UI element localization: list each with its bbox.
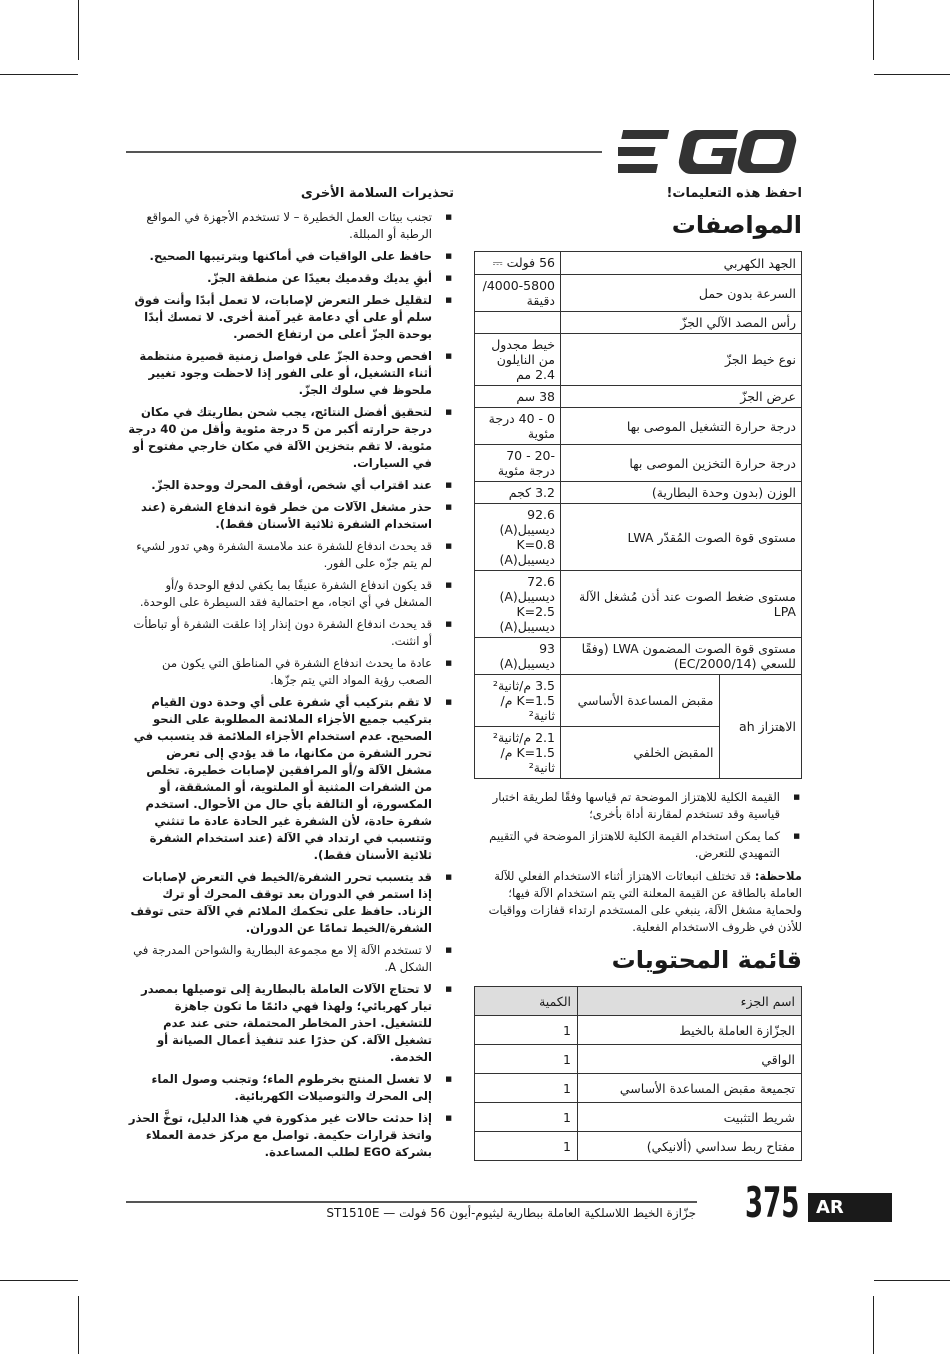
parts-row <box>475 1016 802 1045</box>
safety-warnings-column <box>128 186 454 1166</box>
spec-label: مستوى قوة الصوت المضمون LWA (وفقًا للسعي (2000/14/EC) <box>561 638 802 675</box>
vibration-note <box>474 868 802 936</box>
spec-value: 38 سم <box>475 386 561 408</box>
parts-title: قائمة المحتويات <box>611 946 802 974</box>
spec-value: 72.6 ديسيبل(A) K=2.5 ديسيبل(A) <box>475 571 561 638</box>
part-qty: 1 <box>475 1103 578 1132</box>
vibration-handle: مقبض المساعدة الأساسي <box>561 675 720 727</box>
spec-label: درجة حرارة التخزين الموصى بها <box>561 445 802 482</box>
safety-item: ■ لا تقم بتركيب أي شفرة على أي وحدة دون القيام بتركيب جميع الأجزاء الملائمة المطلوبة على النحو الصحيح. عدم استخدام الأجزاء الملائمة قد يتسبب في تحرر الشفرة من مكانها، ما قد يؤدي إلى تعرض مشغل الآلة و/أو المرافقين لإصابات خطيرة. تخلص من الشفرات المثنية أو الملتوية، أو المشققة، أو المكسورة، أو التالفة بأي حال من الأحوال. استخدم شفرة حادة، لأن الشفرة غير الحادة عادة ما تنثني وتتسبب في ارتداد في الآلة (عند استخدام الشفرة ثلاثية الأسنان فقط). <box>128 694 454 864</box>
safety-title: تحذيرات السلامة الأخرى <box>300 186 454 201</box>
part-qty: 1 <box>475 1074 578 1103</box>
parts-row <box>475 1103 802 1132</box>
vibration-value: 3.5 م/ثانية² K=1.5 م/ثانية² <box>475 675 561 727</box>
safety-item: ■ لا تستخدم الآلة إلا مع مجموعة البطارية والشواحن المدرجة في الشكل A. <box>128 942 454 976</box>
part-qty: 1 <box>475 1132 578 1161</box>
spec-row <box>475 638 802 675</box>
part-name: الجزّازة العاملة بالخيط <box>578 1016 802 1045</box>
vibration-bullet: ■ كما يمكن استخدام القيمة الكلية للاهتزاز الموضحة في التقييم التمهيدي للتعرض. <box>474 828 802 862</box>
specs-title: المواصفات <box>671 211 802 239</box>
spec-value: 0 - 40 درجة مئوية <box>475 408 561 445</box>
safety-item: ■ لا تغسل المنتج بخرطوم الماء؛ وتجنب وصول الماء إلى المحرك والتوصيلات الكهربائية. <box>128 1071 454 1105</box>
spec-label: السرعة بدون حمل <box>561 275 802 312</box>
safety-item: ■ لا تحتاج الآلات العاملة بالبطارية إلى توصيلها بمصدر تيار كهربائي؛ ولهذا فهي دائمًا ما تكون جاهزة للتشغيل. احذر المخاطر المحتملة، حتى عند عدم تشغيل الآلة. كن حذرًا عند تنفيذ أعمال الصيانة أو الخدمة. <box>128 981 454 1066</box>
save-instructions-notice: احفظ هذه التعليمات! <box>666 186 802 201</box>
spec-row <box>475 482 802 504</box>
page-number: 375 <box>745 1178 800 1227</box>
safety-item: ■ لتحقيق أفضل النتائج، يجب شحن بطاريتك في مكان درجة حرارته أكبر من 5 درجة مئوية وأقل من 40 درجة مئوية. لا تقم بتخزين الآلة في مكان خارجي مفتوح أو في السيارات. <box>128 404 454 472</box>
safety-item: ■ قد يكون اندفاع الشفرة عنيفًا بما يكفي لدفع الوحدة و/أو المشغل في أي اتجاه، مع احتمالية فقد السيطرة على الوحدة. <box>128 577 454 611</box>
specs-column <box>474 186 802 1161</box>
safety-item: ■ حذر مشغل الآلات من خطر قوة اندفاع الشفرة (عند استخدام الشفرة ثلاثية الأسنان فقط). <box>128 499 454 533</box>
spec-label: عرض الجزّ <box>561 386 802 408</box>
spec-label: مستوى ضغط الصوت عند أذن مُشغل الآلة LPA <box>561 571 802 638</box>
header-divider <box>126 151 602 153</box>
safety-item: ■ قد يحدث اندفاع الشفرة دون إنذار إذا علقت الشفرة أو تباطأت أو انثنت. <box>128 616 454 650</box>
footer-text: جزّازة الخيط اللاسلكية العاملة ببطارية ليثيوم-أيون 56 فولت — ST1510E <box>326 1206 696 1220</box>
ego-logo <box>618 126 800 178</box>
spec-value: 4000-5800/دقيقة <box>475 275 561 312</box>
spec-value: 56 فولت ⎓ <box>475 252 561 275</box>
parts-table <box>474 986 802 1161</box>
safety-item: ■ قد يتسبب تحرر الشفرة/الخيط في التعرض لإصابات إذا استمر في الدوران بعد توقف المحرك أو ترك الزناد. حافظ على تحكمك الملائم في الآلة حتى توقف الشفرة/الخيط تمامًا عن الدوران. <box>128 869 454 937</box>
spec-row <box>475 504 802 571</box>
part-name: مفتاح ربط سداسي (ألانيكي) <box>578 1132 802 1161</box>
spec-row <box>475 252 802 275</box>
spec-row <box>475 386 802 408</box>
vibration-label: الاهتزاز ah <box>719 675 802 779</box>
safety-item: ■ عند اقتراب أي شخص، أوقف المحرك ووحدة الجزّ. <box>128 477 454 494</box>
spec-label: نوع خيط الجزّ <box>561 334 802 386</box>
part-name: شريط التثبيت <box>578 1103 802 1132</box>
specs-table <box>474 251 802 779</box>
spec-label: درجة حرارة التشغيل الموصى بها <box>561 408 802 445</box>
spec-value: 92.6 ديسيبل(A) K=0.8 ديسيبل(A) <box>475 504 561 571</box>
spec-row <box>475 312 802 334</box>
spec-row <box>475 275 802 312</box>
safety-item: ■ أبقِ يديك وقدميك بعيدًا عن منطقة الجزّ. <box>128 270 454 287</box>
spec-row <box>475 334 802 386</box>
spec-label: رأس المصد الآلي الجزّ <box>561 312 802 334</box>
spec-value: 93 ديسيبل(A) <box>475 638 561 675</box>
safety-item: ■ تجنب بيئات العمل الخطيرة – لا تستخدم الأجهزة في المواقع الرطبة أو المبللة. <box>128 209 454 243</box>
safety-item: ■ لتقليل خطر التعرض لإصابات، لا تعمل أبدًا وأنت فوق سلم أو على أي دعامة غير آمنة أخرى. لا تمسك أبدًا بوحدة الجزّ أعلى من ارتفاع الخصر. <box>128 292 454 343</box>
vibration-handle: المقبض الخلفي <box>561 727 720 779</box>
part-name: الواقي <box>578 1045 802 1074</box>
vibration-row <box>475 675 802 727</box>
spec-label: الجهد الكهربي <box>561 252 802 275</box>
spec-value: خيط مجدول من النايلون 2.4 مم <box>475 334 561 386</box>
spec-value: -20 - 70 درجة مئوية <box>475 445 561 482</box>
parts-row <box>475 1074 802 1103</box>
safety-item: ■ افحص وحدة الجزّ على فواصل زمنية قصيرة منتظمة أثناء التشغيل، أو على الفور إذا لاحظت وجود تغيير ملحوظ في سلوك الجزّ. <box>128 348 454 399</box>
spec-row <box>475 408 802 445</box>
vibration-bullet: ■ القيمة الكلية للاهتزاز الموضحة تم قياسها وفقًا لطريقة اختبار قياسية وقد تستخدم لمقارنة أداة بأخرى؛ <box>474 789 802 823</box>
vibration-bullets <box>474 789 802 862</box>
safety-list <box>128 209 454 1161</box>
spec-row <box>475 445 802 482</box>
parts-header-qty: الكمية <box>475 987 578 1016</box>
language-badge: AR <box>808 1193 892 1222</box>
spec-label: مستوى قوة الصوت المُقدّر LWA <box>561 504 802 571</box>
vibration-value: 2.1 م/ثانية² K=1.5 م/ثانية² <box>475 727 561 779</box>
safety-item: ■ قد يحدث اندفاع للشفرة عند ملامسة الشفرة وهي تدور لشيء لم يتم جزّه على الفور. <box>128 538 454 572</box>
parts-row <box>475 1132 802 1161</box>
spec-value <box>475 312 561 334</box>
parts-header-name: اسم الجزء <box>578 987 802 1016</box>
parts-row <box>475 1045 802 1074</box>
spec-row <box>475 571 802 638</box>
safety-item: ■ إذا حدثت حالات غير مذكورة في هذا الدليل، توخَّ الحذر واتخذ قرارات حكيمة. تواصل مع مركز خدمة العملاء بشركة EGO لطلب المساعدة. <box>128 1110 454 1161</box>
spec-value: 3.2 كجم <box>475 482 561 504</box>
part-qty: 1 <box>475 1016 578 1045</box>
part-qty: 1 <box>475 1045 578 1074</box>
note-label: ملاحظة: <box>754 869 802 883</box>
safety-item: ■ عادة ما يحدث اندفاع الشفرة في المناطق التي يكون من الصعب رؤية المواد التي يتم جزّها. <box>128 655 454 689</box>
part-name: تجميعة مقبض المساعدة الأساسي <box>578 1074 802 1103</box>
footer-divider <box>126 1201 697 1203</box>
note-text: قد تختلف انبعاثات الاهتزاز أثناء الاستخدام الفعلي للآلة العاملة بالطاقة عن القيمة المعلنة التي يتم استخدام الآلة فيها؛ ولحماية مشغل الآلة، ينبغي على المستخدم ارتداء قفازات وواقيات للأذن في ظروف الاستخدام الفعلية. <box>488 869 802 934</box>
spec-label: الوزن (بدون وحدة البطارية) <box>561 482 802 504</box>
safety-item: ■ حافظ على الواقيات في أماكنها وبترتيبها الصحيح. <box>128 248 454 265</box>
